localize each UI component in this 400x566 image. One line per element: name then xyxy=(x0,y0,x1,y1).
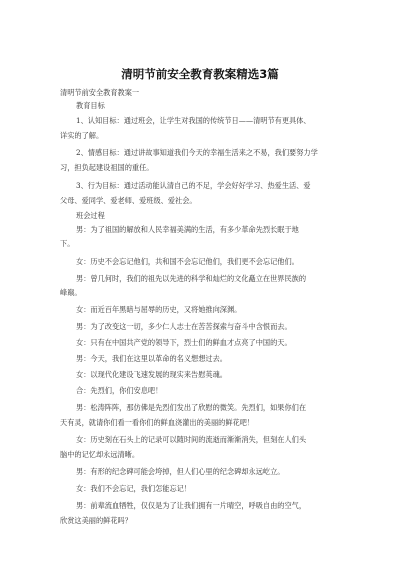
text-line: 女：以现代化建设飞速发展的现实来告慰英魂。 xyxy=(76,370,227,379)
text-line: 男：曾几何时，我们的祖先以先进的科学和灿烂的文化矗立在世界民族的 xyxy=(76,274,307,283)
text-line: 合：先烈们，你们安息吧！ xyxy=(76,386,163,395)
text-line: 脑中的记忆却永远清晰。 xyxy=(60,450,140,459)
text-line: 欣赏这美丽的鲜花吗？ xyxy=(60,516,132,525)
text-line: 下。 xyxy=(60,239,75,248)
text-line: 男：为了改变这一切，多少仁人志士在苦苦探索与奋斗中含恨而去。 xyxy=(76,322,292,331)
text-line: 天有灵，就请你们看一看你们的鲜血浇灌出的美丽的鲜花吧！ xyxy=(60,418,255,427)
text-line: 2、情感目标：通过讲故事知道我们今天的幸福生活来之不易，我们要努力学 xyxy=(76,148,318,157)
document-title: 清明节前安全教育教案精选3篇 xyxy=(121,67,279,81)
text-line: 男：为了祖国的解放和人民幸福美满的生活，有多少革命先烈长眠于地 xyxy=(76,225,299,234)
text-line: 教育目标 xyxy=(76,101,105,110)
text-line: 详实的了解。 xyxy=(60,131,104,140)
text-line: 清明节前安全教育教案一 xyxy=(60,88,140,97)
text-line: 女：只有在中国共产党的领导下，烈士们的鲜血才点亮了中国的天。 xyxy=(76,338,292,347)
text-line: 男：今天，我们在这里以革命的名义想想过去。 xyxy=(76,354,227,363)
text-line: 父母、爱同学、爱老师、爱班级、爱社会。 xyxy=(60,196,197,205)
text-line: 习，担负起建设祖国的重任。 xyxy=(60,163,154,172)
text-line: 男：有形的纪念碑可能会垮掉，但人们心里的纪念碑却永远屹立。 xyxy=(76,467,285,476)
text-line: 女：历史刻在石头上的记录可以随时间的流逝而渐渐消失，但刻在人们头 xyxy=(76,435,307,444)
text-line: 峰巅。 xyxy=(60,288,82,297)
text-line: 班会过程 xyxy=(76,211,105,220)
text-line: 男：松涛阵阵，那仿佛是先烈们发出了欣慰的微笑。先烈们，如果你们在 xyxy=(76,403,307,412)
text-line: 男：前辈流血牺牲，仅仅是为了让我们拥有一片晴空，呼吸自由的空气， xyxy=(76,501,307,510)
text-line: 女：而近百年黑暗与屈辱的历史，又将她推向深渊。 xyxy=(76,305,242,314)
text-line: 3、行为目标：通过活动能认清自己的不足，学会好好学习、热爱生活、爱 xyxy=(76,181,311,190)
text-line: 女：我们不会忘记，我们怎能忘记！ xyxy=(76,484,192,493)
text-line: 1、认知目标：通过班会，让学生对我国的传统节日——清明节有更具体、 xyxy=(76,116,311,125)
text-line: 女：历史不会忘记他们，共和国不会忘记他们，我们更不会忘记他们。 xyxy=(76,257,299,266)
